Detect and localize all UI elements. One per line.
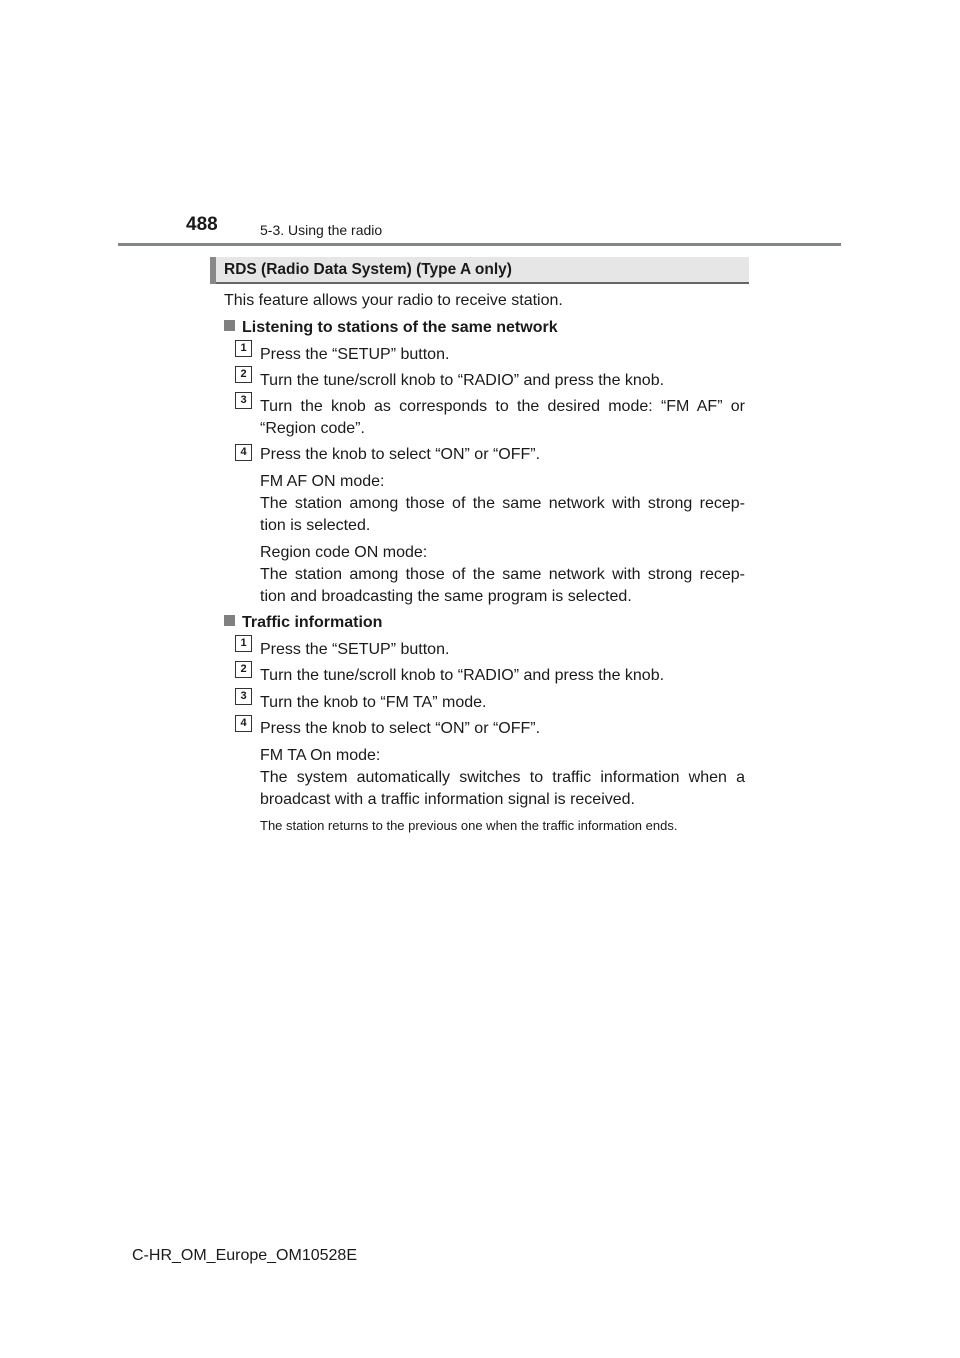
step-text: Press the “SETUP” button. — [260, 346, 450, 363]
section-heading — [210, 257, 749, 284]
note-text: The station returns to the previous one when the traffic information ends. — [260, 818, 678, 833]
heading-label: RDS (Radio Data System) (Type A only) — [224, 261, 512, 278]
mode-description-continued: tion is selected. — [260, 517, 371, 534]
subheading-network-label: Listening to stations of the same network — [242, 319, 558, 336]
step-text: Turn the tune/scroll knob to “RADIO” and press the knob. — [260, 667, 665, 684]
step-badge: 1 — [235, 635, 252, 652]
step-text: Turn the tune/scroll knob to “RADIO” and press the knob. — [260, 372, 665, 389]
page-number: 488 — [186, 214, 218, 235]
subheading-network — [224, 317, 558, 338]
step-badge: 3 — [235, 688, 252, 705]
step-text: Press the “SETUP” button. — [260, 641, 450, 658]
step-text: Press the knob to select “ON” or “OFF”. — [260, 720, 541, 737]
step-badge: 3 — [235, 392, 252, 409]
mode-label: FM TA On mode: — [260, 747, 381, 764]
subheading-traffic-label: Traffic information — [242, 614, 383, 631]
mode-label: FM AF ON mode: — [260, 473, 385, 490]
mode-description: The system automatically switches to traffic information when a — [260, 769, 745, 786]
step-badge: 2 — [235, 366, 252, 383]
subheading-traffic — [224, 612, 382, 633]
header-rule — [118, 243, 841, 246]
mode-description-continued: broadcast with a traffic information signal is received. — [260, 791, 635, 808]
section-title: 5-3. Using the radio — [260, 222, 383, 238]
intro-text: This feature allows your radio to receive station. — [224, 292, 563, 309]
step-badge: 2 — [235, 661, 252, 678]
square-bullet-icon — [224, 320, 235, 331]
square-bullet-icon — [224, 615, 235, 626]
mode-description: The station among those of the same network with strong recep- — [260, 566, 745, 583]
mode-description: The station among those of the same network with strong recep- — [260, 495, 745, 512]
step-text: Press the knob to select “ON” or “OFF”. — [260, 446, 541, 463]
step-badge: 4 — [235, 444, 252, 461]
footer-doc-id: C-HR_OM_Europe_OM10528E — [132, 1247, 357, 1264]
heading-accent-bar — [210, 257, 216, 284]
step-text: Turn the knob as corresponds to the desired mode: “FM AF” or — [260, 398, 745, 415]
mode-label: Region code ON mode: — [260, 544, 428, 561]
step-badge: 1 — [235, 340, 252, 357]
mode-description-continued: tion and broadcasting the same program is selected. — [260, 588, 632, 605]
step-text-continued: “Region code”. — [260, 420, 365, 437]
step-text: Turn the knob to “FM TA” mode. — [260, 694, 487, 711]
step-badge: 4 — [235, 715, 252, 732]
